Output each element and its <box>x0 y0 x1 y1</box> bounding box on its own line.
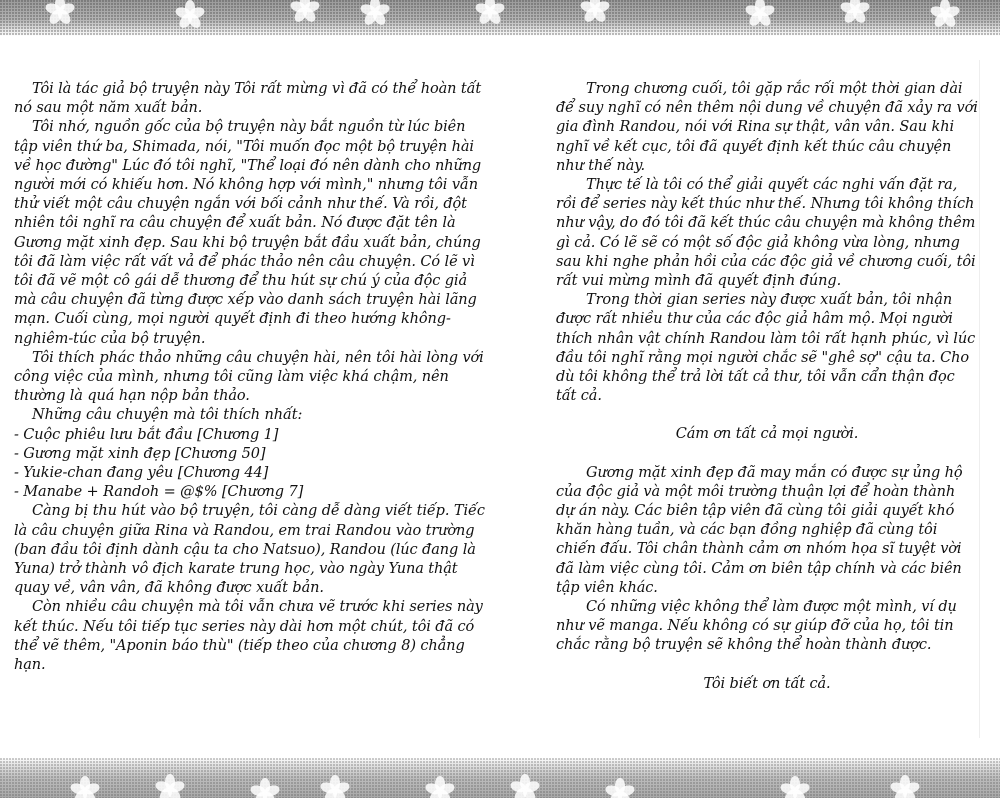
list-item: - Yukie-chan đang yêu [Chương 44] <box>14 465 269 482</box>
paragraph: Còn nhiều câu chuyện mà tôi vẫn chưa vẽ trước khi series này kết thúc. Nếu tôi tiếp tục series này dài hơn một chút, tôi đã có thể vẽ thêm, "Aponin báo thù" (tiếp theo của chương 8) chẳng hạn. <box>14 599 483 674</box>
flower-icon <box>890 775 920 798</box>
flower-icon <box>155 774 185 798</box>
list-item: - Manabe + Randoh = @$% [Chương 7] <box>14 484 304 501</box>
bottom-flower-border <box>0 758 1000 798</box>
list-item: - Gương mặt xinh đẹp [Chương 50] <box>14 445 266 462</box>
flower-icon <box>745 0 775 28</box>
paragraph: Trong thời gian series này được xuất bản, tôi nhận được rất nhiều thư của các độc giả hâm mộ. Mọi người thích nhân vật chính Randou làm tôi rất hạnh phúc, vì lúc đầu tôi nghĩ rằng mọi người chắc sẽ "ghê sợ" cậu ta. Cho dù tôi không thể trả lời tất cả thư, tôi vẫn cẩn thận đọc tất cả. <box>556 292 976 405</box>
right-page <box>556 80 978 694</box>
flower-icon <box>320 775 350 798</box>
flower-icon <box>510 774 540 798</box>
flower-icon <box>840 0 870 25</box>
flower-icon <box>605 778 635 798</box>
favorites-list <box>14 426 486 503</box>
favorites-heading: Những câu chuyện mà tôi thích nhất: <box>32 407 303 424</box>
flower-icon <box>175 0 205 30</box>
spacer <box>556 445 978 464</box>
paragraph: Thực tế là tôi có thể giải quyết các nghi vấn đặt ra, rồi để series này kết thúc như thế. Nhưng tôi không thích như vậy, do đó tôi đã kết thúc câu chuyện mà không thêm gì cả. Có lẽ sẽ có một số độc giả không vừa lòng, nhưng sau khi nghe phản hồi của các độc giả về chương cuối, tôi rất vui mừng mình đã quyết định đúng. <box>556 177 976 290</box>
top-flower-border <box>0 0 1000 36</box>
flower-icon <box>250 778 280 798</box>
paragraph: Càng bị thu hút vào bộ truyện, tôi càng dễ dàng viết tiếp. Tiếc là câu chuyện giữa Rina và Randou, em trai Randou vào trường (ban đầu tôi định dành cậu ta cho Natsuo), Randou (lúc đang là Yuna) trở thành vô địch karate trung học, vào ngày Yuna thật quay về, vân vân, đã không được xuất bản. <box>14 503 485 597</box>
paragraph: Trong chương cuối, tôi gặp rắc rối một thời gian dài để suy nghĩ có nên thêm nội dung về chuyện đã xảy ra với gia đình Randou, nói với Rina sự thật, vân vân. Sau khi nghĩ về kết cục, tôi đã quyết định kết thúc câu chuyện như thế này. <box>556 81 978 174</box>
flower-icon <box>70 776 100 798</box>
page-edge-line <box>979 60 980 738</box>
flower-icon <box>930 0 960 29</box>
paragraph: Có những việc không thể làm được một mình, ví dụ như vẽ manga. Nếu không có sự giúp đỡ của họ, tôi tin chắc rằng bộ truyện sẽ không thể hoàn thành được. <box>556 599 957 654</box>
thanks-heading: Cám ơn tất cả mọi người. <box>675 426 859 443</box>
list-item: - Cuộc phiêu lưu bắt đầu [Chương 1] <box>14 426 279 443</box>
flower-icon <box>780 776 810 798</box>
flower-icon <box>475 0 505 26</box>
paragraph: Tôi nhớ, nguồn gốc của bộ truyện này bắt nguồn từ lúc biên tập viên thứ ba, Shimada, nói, "Tôi muốn đọc một bộ truyện hài về học đường" Lúc đó tôi nghĩ, "Thể loại đó nên dành cho những người mới có khiếu hơn. Nó không hợp với mình," nhưng tôi vẫn thử viết một câu chuyện ngắn với bối cảnh như thế. Và rồi, đột nhiên tôi nghĩ ra câu chuyện để xuất bản. Nó được đặt tên là Gương mặt xinh đẹp. Sau khi bộ truyện bắt đầu xuất bản, chúng tôi đã làm việc rất vất vả để phác thảo nên câu chuyện. Có lẽ vì tôi đã vẽ một cô gái dễ thương để thu hút sự chú ý của độc giả mà câu chuyện đã từng được xếp vào danh sách truyện hài lãng mạn. Cuối cùng, mọi người quyết định đi theo hướng không-nghiêm-túc của bộ truyện. <box>14 119 482 347</box>
paragraph: Tôi thích phác thảo những câu chuyện hài, nên tôi hài lòng với công việc của mình, nhưng tôi cũng làm việc khá chậm, nên thường là quá hạn nộp bản thảo. <box>14 349 484 405</box>
paragraph: Gương mặt xinh đẹp đã may mắn có được sự ủng hộ của độc giả và một môi trường thuận lợi để hoàn thành dự án này. Các biên tập viên đã cùng tôi giải quyết khó khăn hàng tuần, và các bạn đồng nghiệp đã cùng tôi chiến đấu. Tôi chân thành cảm ơn nhóm họa sĩ tuyệt vời đã làm việc cùng tôi. Cảm ơn biên tập chính và các biên tập viên khác. <box>556 464 963 596</box>
flower-icon <box>360 0 390 27</box>
flower-icon <box>290 0 320 24</box>
flower-icon <box>580 0 610 24</box>
flower-icon <box>45 0 75 26</box>
left-page <box>14 80 486 675</box>
spacer <box>556 406 978 425</box>
paragraph: Tôi là tác giả bộ truyện này Tôi rất mừng vì đã có thể hoàn tất nó sau một năm xuất bản. <box>14 81 482 117</box>
spacer <box>556 656 978 675</box>
sign-off: Tôi biết ơn tất cả. <box>703 675 831 692</box>
flower-icon <box>425 776 455 798</box>
